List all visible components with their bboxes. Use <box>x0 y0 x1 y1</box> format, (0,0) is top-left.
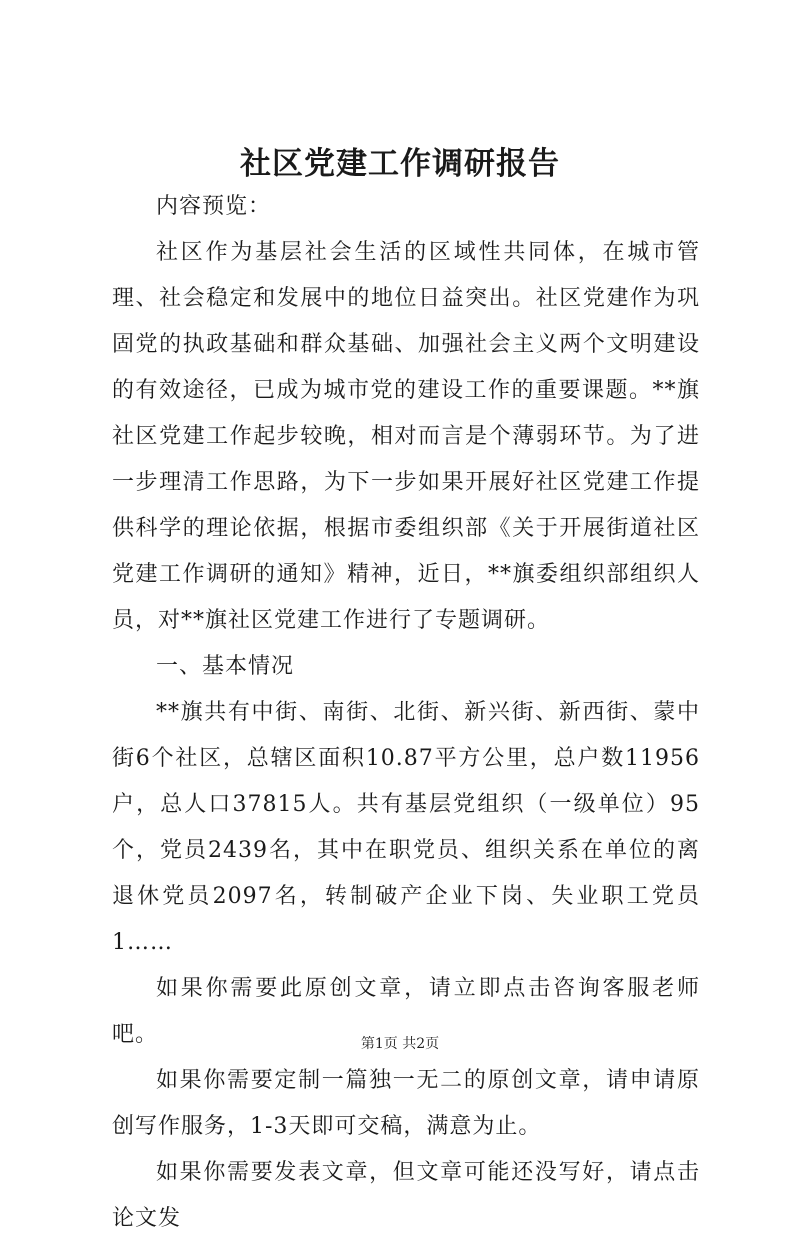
paragraph-custom-writing: 如果你需要定制一篇独一无二的原创文章，请申请原创写作服务，1-3天即可交稿，满意为止。 <box>112 1068 700 1139</box>
paragraph-basic-situation: **旗共有中街、南街、北街、新兴街、新西街、蒙中街6个社区，总辖区面积10.87平方公里，总户数11956户，总人口37815人。共有基层党组织（一级单位）95个，党员2439名，其中在职党员、组织关系在单位的离退休党员2097名，转制破产企业下岗、失业职工党员1…… <box>112 700 700 955</box>
section-heading-basic-situation: 一、基本情况 <box>156 654 295 679</box>
paragraph-publishing: 如果你需要发表文章，但文章可能还没写好，请点击论文发 <box>112 1160 700 1231</box>
paragraph-preview-label: 内容预览： <box>156 194 272 219</box>
document-body <box>112 184 700 1242</box>
paragraph-intro: 社区作为基层社会生活的区域性共同体，在城市管理、社会稳定和发展中的地位日益突出。社区党建作为巩固党的执政基础和群众基础、加强社会主义两个文明建设的有效途径，已成为城市党的建设工作的重要课题。**旗社区党建工作起步较晚，相对而言是个薄弱环节。为了进一步理清工作思路，为下一步如果开展好社区党建工作提供科学的理论依据，根据市委组织部《关于开展街道社区党建工作调研的通知》精神，近日，**旗委组织部组织人员，对**旗社区党建工作进行了专题调研。 <box>112 240 700 633</box>
page-title: 社区党建工作调研报告 <box>240 146 560 182</box>
page-footer: 第1页 共2页 <box>360 1036 440 1052</box>
paragraph-contact-service: 如果你需要此原创文章，请立即点击咨询客服老师吧。 <box>112 976 700 1047</box>
